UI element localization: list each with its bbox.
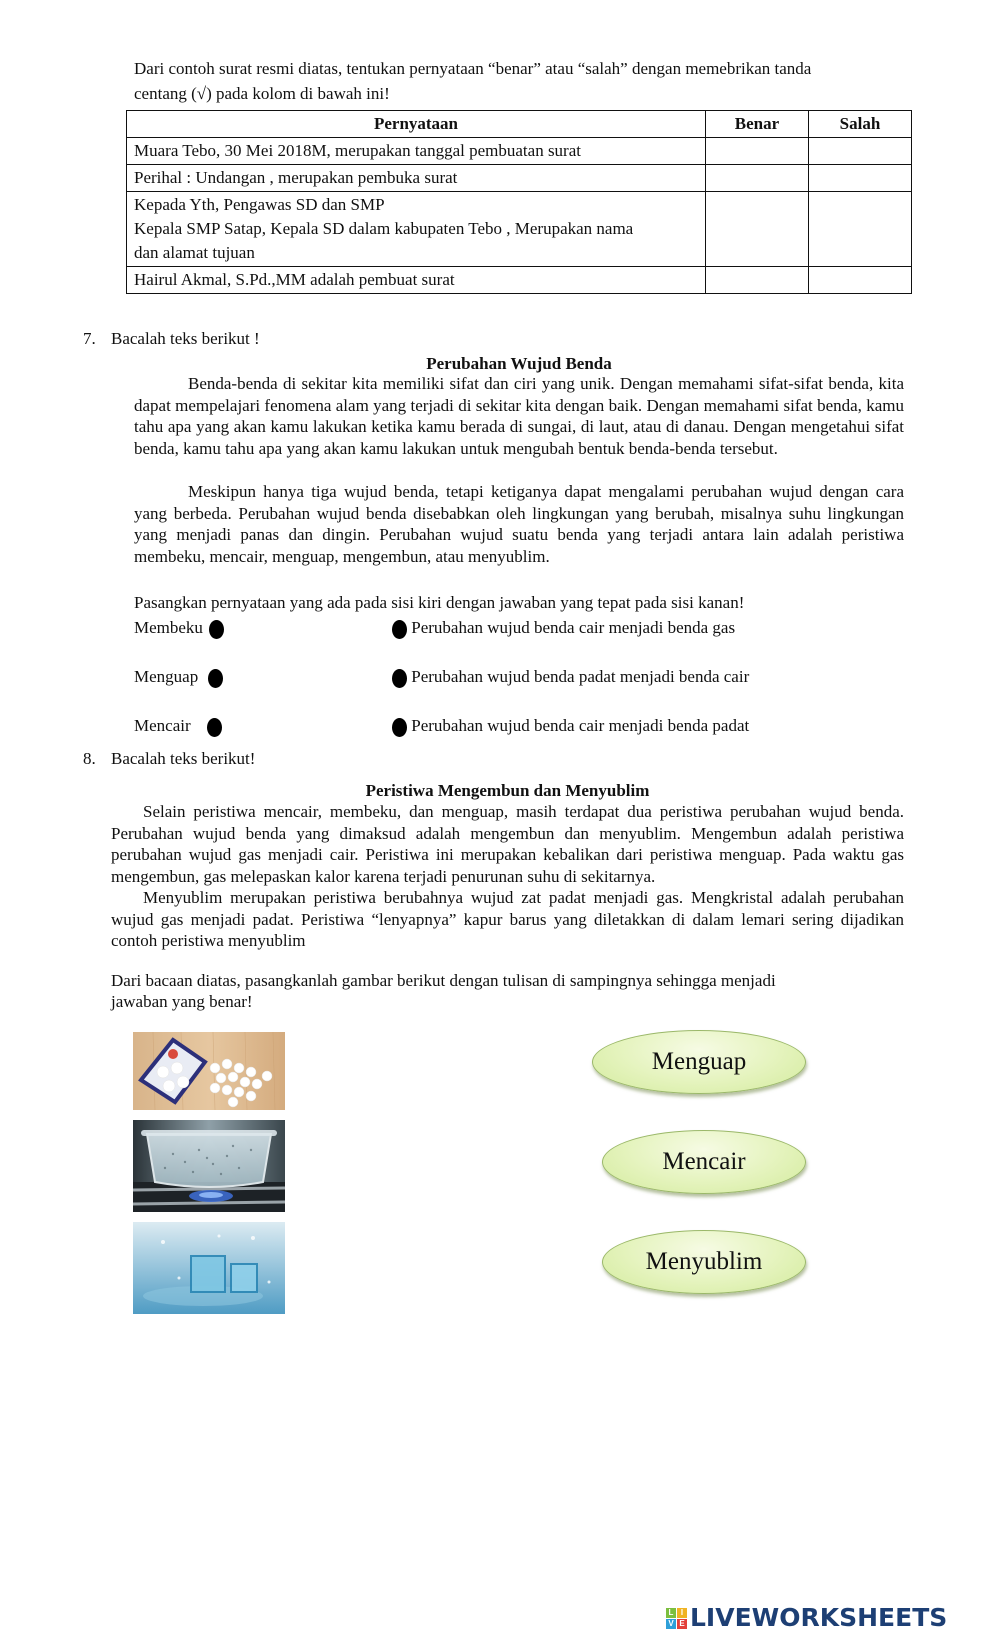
statement-cell xyxy=(127,192,706,267)
right-match-item xyxy=(392,617,735,641)
statement-line: Kepada Yth, Pengawas SD dan SMP xyxy=(134,195,385,214)
left-match-item xyxy=(134,617,224,641)
reading-title-8: Peristiwa Mengembun dan Menyublim xyxy=(365,781,650,800)
table-row xyxy=(127,138,912,165)
statement-cell: Hairul Akmal, S.Pd.,MM adalah pembuat surat xyxy=(127,267,706,294)
question-number-8: 8. xyxy=(83,749,96,768)
benar-checkbox-cell[interactable] xyxy=(706,192,809,267)
left-match-item xyxy=(134,715,222,739)
statement-cell: Perihal : Undangan , merupakan pembuka surat xyxy=(127,165,706,192)
match-instruction-7: Pasangkan pernyataan yang ada pada sisi kiri dengan jawaban yang tepat pada sisi kanan! xyxy=(134,593,745,612)
salah-checkbox-cell[interactable] xyxy=(809,138,912,165)
question-prompt-8: Bacalah teks berikut! xyxy=(111,749,256,768)
table-row xyxy=(127,165,912,192)
left-match-dot[interactable] xyxy=(207,718,222,737)
reading-paragraph: Menyublim merupakan peristiwa berubahnya wujud zat padat menjadi gas. Mengkristal adalah perubahan wujud gas menjadi padat. Peristiwa “lenyapnya” kapur barus yang diletakkan di dalam lemari sering dijadikan contoh peristiwa menyublim xyxy=(111,888,904,951)
salah-checkbox-cell[interactable] xyxy=(809,165,912,192)
salah-checkbox-cell[interactable] xyxy=(809,192,912,267)
answer-label: Menguap xyxy=(651,1048,747,1075)
left-item-label: Mencair xyxy=(134,716,191,735)
table-row xyxy=(127,267,912,294)
match-instruction-8-cont: jawaban yang benar! xyxy=(111,992,253,1011)
statement-line: dan alamat tujuan xyxy=(134,243,255,262)
answer-label: Menyublim xyxy=(645,1248,763,1275)
ice-cubes-image[interactable] xyxy=(133,1222,285,1314)
instruction-text: Dari contoh surat resmi diatas, tentukan pernyataan “benar” atau “salah” dengan memebrikan tanda xyxy=(134,59,812,78)
instruction-text-cont: centang (√) pada kolom di bawah ini! xyxy=(134,84,390,103)
answer-oval-menguap[interactable] xyxy=(592,1030,806,1094)
right-item-label: Perubahan wujud benda padat menjadi benda cair xyxy=(411,667,750,686)
benar-checkbox-cell[interactable] xyxy=(706,267,809,294)
right-match-item xyxy=(392,666,749,690)
left-match-dot[interactable] xyxy=(209,620,224,639)
liveworksheets-logo xyxy=(666,1604,947,1632)
boiling-water-image[interactable] xyxy=(133,1120,285,1212)
header-pernyataan: Pernyataan xyxy=(127,111,706,138)
answer-oval-mencair[interactable] xyxy=(602,1130,806,1194)
left-item-label: Menguap xyxy=(134,667,199,686)
benar-checkbox-cell[interactable] xyxy=(706,165,809,192)
right-match-dot[interactable] xyxy=(392,718,407,737)
left-match-item xyxy=(134,666,223,690)
logo-tile-l: L xyxy=(666,1608,676,1618)
right-item-label: Perubahan wujud benda cair menjadi benda gas xyxy=(411,618,736,637)
reading-title-7: Perubahan Wujud Benda xyxy=(426,354,612,373)
salah-checkbox-cell[interactable] xyxy=(809,267,912,294)
header-salah: Salah xyxy=(809,111,912,138)
header-benar: Benar xyxy=(706,111,809,138)
question-number-7: 7. xyxy=(83,329,96,348)
right-match-item xyxy=(392,715,749,739)
logo-tile-e: E xyxy=(677,1619,687,1629)
right-match-dot[interactable] xyxy=(392,620,407,639)
answer-oval-menyublim[interactable] xyxy=(602,1230,806,1294)
question-prompt-7: Bacalah teks berikut ! xyxy=(111,329,260,348)
statement-line: Kepala SMP Satap, Kepala SD dalam kabupaten Tebo , Merupakan nama xyxy=(134,219,634,238)
match-instruction-8: Dari bacaan diatas, pasangkanlah gambar berikut dengan tulisan di sampingnya sehingga menjadi xyxy=(111,971,776,990)
benar-checkbox-cell[interactable] xyxy=(706,138,809,165)
logo-tile-v: V xyxy=(666,1619,676,1629)
logo-tiles-icon xyxy=(666,1608,687,1629)
table-header-row xyxy=(127,111,912,138)
reading-paragraph: Benda-benda di sekitar kita memiliki sifat dan ciri yang unik. Dengan memahami sifat-sifat benda, kita dapat mempelajari fenomena alam yang terjadi di sekitar kita dengan baik. Dengan memahami sifat benda, kamu tahu apa yang akan kamu lakukan ketika kamu berada di sungai, di laut, atau di danau. Dengan mengetahui sifat benda, kamu tahu apa yang akan kamu lakukan untuk mengubah bentuk benda-benda tersebut. xyxy=(134,374,904,458)
reading-paragraph: Selain peristiwa mencair, membeku, dan menguap, masih terdapat dua peristiwa perubahan wujud benda. Perubahan wujud benda yang dimaksud adalah mengembun dan menyublim. Mengembun adalah peristiwa perubahan wujud gas menjadi cair. Peristiwa ini merupakan kebalikan dari peristiwa menguap. Pada waktu gas mengembun, gas melepaskan kalor karena terjadi penurunan suhu di sekitarnya. xyxy=(111,802,904,886)
logo-tile-i: I xyxy=(677,1608,687,1618)
logo-text: LIVEWORKSHEETS xyxy=(690,1603,948,1632)
right-item-label: Perubahan wujud benda cair menjadi benda padat xyxy=(411,716,750,735)
left-item-label: Membeku xyxy=(134,618,203,637)
true-false-table xyxy=(126,110,912,294)
reading-paragraph: Meskipun hanya tiga wujud benda, tetapi ketiganya dapat mengalami perubahan wujud dengan cara yang berbeda. Perubahan wujud benda disebabkan oleh lingkungan yang berubah, misalnya suhu lingkungan yang menjadi panas dan dingin. Perubahan wujud suatu benda yang terjadi antara lain adalah peristiwa membeku, mencair, menguap, mengembun, atau menyublim. xyxy=(134,482,904,566)
right-match-dot[interactable] xyxy=(392,669,407,688)
mothballs-image[interactable] xyxy=(133,1032,285,1110)
table-row xyxy=(127,192,912,267)
statement-cell: Muara Tebo, 30 Mei 2018M, merupakan tanggal pembuatan surat xyxy=(127,138,706,165)
left-match-dot[interactable] xyxy=(208,669,223,688)
answer-label: Mencair xyxy=(662,1148,746,1175)
